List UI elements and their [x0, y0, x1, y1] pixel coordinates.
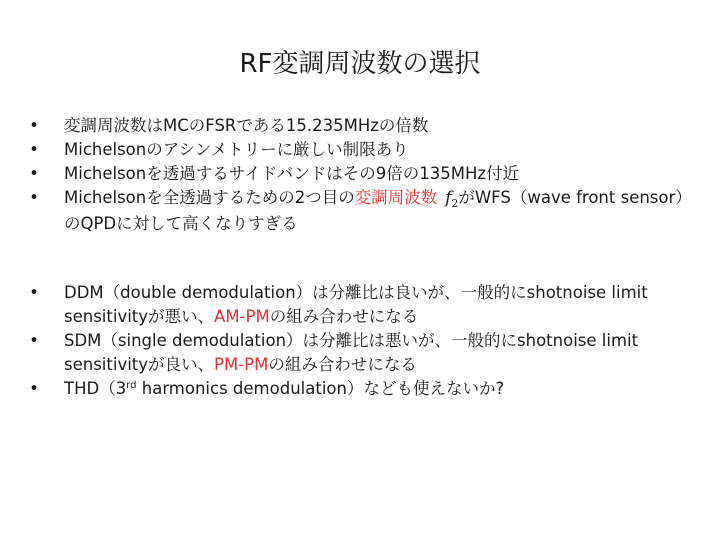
bullet-icon: • [29, 379, 39, 398]
list-item [0, 114, 684, 138]
slide-title: RF変調周波数の選択 [239, 49, 481, 79]
bullet-icon: • [29, 140, 39, 159]
item-text: THD（3 [64, 379, 127, 398]
item-text: Michelsonを透過するサイドバンドはその9倍の135MHz付近 [64, 164, 520, 183]
bullet-icon: • [29, 116, 39, 135]
frequency-subscript: 2 [451, 197, 459, 210]
bullet-icon: • [29, 283, 39, 302]
list-item [0, 281, 684, 329]
highlight-text: PM-PM [214, 355, 269, 374]
list-item [0, 186, 684, 236]
item-text: Michelsonのアシンメトリーに厳しい制限あり [64, 140, 409, 159]
list-item [0, 138, 684, 162]
item-text: の組み合わせになる [269, 307, 419, 326]
frequency-symbol: f [445, 188, 452, 207]
bullet-list-modulation-frequency [0, 114, 684, 236]
item-text: がWFS（wave front sensor）のQPDに対して高くなりすぎる [64, 188, 684, 233]
highlight-text: 変調周波数 [354, 188, 438, 207]
list-item [0, 377, 684, 404]
item-text: 変調周波数はMCのFSRである15.235MHzの倍数 [64, 116, 429, 135]
item-text: SDM（single demodulation）は分離比は悪いが、一般的にshotnoise limit sensitivityが良い、 [64, 331, 639, 374]
item-text: Michelsonを全透過するための2つ目の [64, 188, 355, 207]
bullet-icon: • [29, 331, 39, 350]
bullet-icon: • [29, 188, 39, 207]
bullet-list-demodulation [0, 281, 684, 404]
item-text: の組み合わせになる [268, 355, 417, 374]
item-text: harmonics demodulation）なども使えないか? [136, 379, 505, 398]
superscript-text: rd [126, 380, 137, 391]
highlight-text: AM-PM [214, 307, 270, 326]
item-text: DDM（double demodulation）は分離比は良いが、一般的にshotnoise limit sensitivityが悪い、 [64, 283, 648, 326]
list-item [0, 329, 684, 377]
list-item [0, 162, 684, 186]
bullet-icon: • [29, 164, 39, 183]
